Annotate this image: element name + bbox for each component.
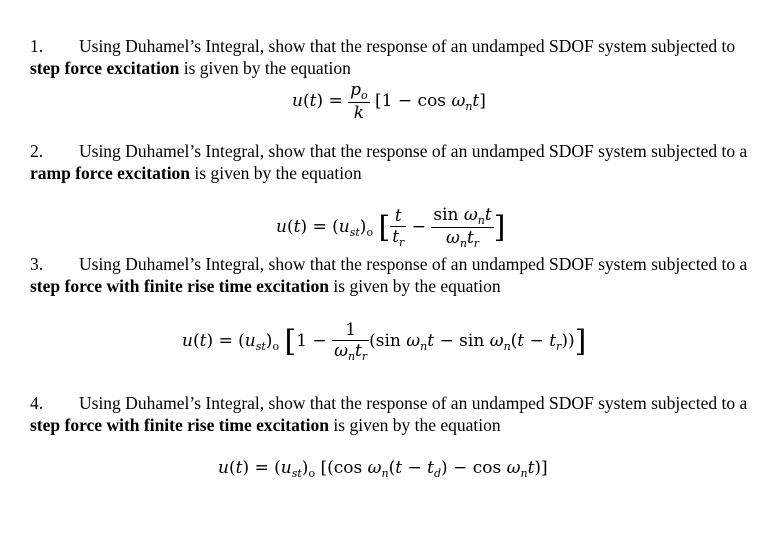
question-1-lead: Using Duhamel’s Integral, show that the response of an undamped SDOF system subjected to [79, 36, 736, 56]
question-1-number: 1. [30, 36, 44, 56]
equation-4: $u(t) = (u_{st})_o$ [(cos $\omega_n(t - t_d) - \cos \omega_nt$)] [218, 458, 548, 480]
question-2 [30, 140, 750, 184]
question-3-bold: step force with finite rise time excitation [30, 276, 330, 296]
question-1-tail: is given by the equation [183, 58, 351, 78]
question-2-tail: is given by the equation [194, 163, 362, 183]
question-4-tail: is given by the equation [333, 415, 501, 435]
question-3-tail: is given by the equation [333, 276, 501, 296]
question-1 [30, 35, 750, 79]
equation-3: $u(t) = (u_{st})_o$ [1 − $\frac{1}{\omega_nt_r}$ (sin $\omega_nt - \sin \omega_n(t - t_r)$)] [182, 320, 587, 363]
question-4-number: 4. [30, 393, 44, 413]
question-1-bold: step force excitation [30, 58, 180, 78]
question-2-lead: Using Duhamel’s Integral, show that the response of an undamped SDOF system subjected to a [79, 141, 748, 161]
equation-2: $u(t) = (u_{st})_o$ [ $\frac{t}{t_r}$ − $\frac{\sin \omega_nt}{\omega_nt_r}$ ] [276, 205, 506, 250]
question-3-lead: Using Duhamel’s Integral, show that the response of an undamped SDOF system subjected to a [79, 254, 748, 274]
equation-1: u(t) = $\frac{p_o}{k}$ $[1 - \cos \omega_nt]$ [292, 80, 486, 123]
question-4-bold: step force with finite rise time excitation [30, 415, 330, 435]
question-2-bold: ramp force excitation [30, 163, 191, 183]
question-3-number: 3. [30, 254, 44, 274]
question-3 [30, 253, 750, 297]
question-4-lead: Using Duhamel’s Integral, show that the response of an undamped SDOF system subjected to a [79, 393, 748, 413]
question-4 [30, 392, 750, 436]
question-2-number: 2. [30, 141, 44, 161]
